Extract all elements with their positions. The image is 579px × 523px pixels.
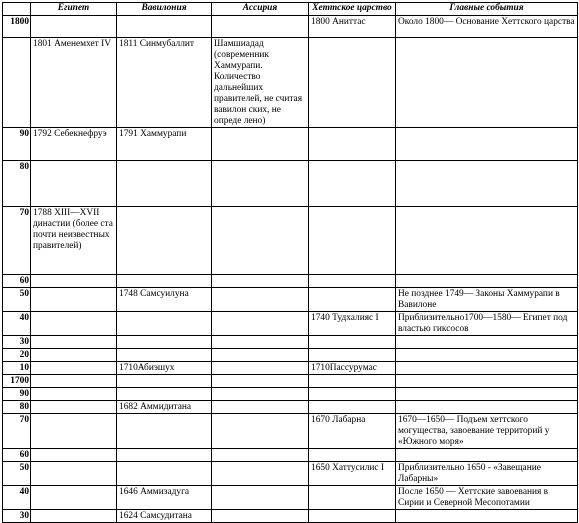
babylon-cell: 1682 Аммидитана	[117, 401, 212, 414]
assyria-cell	[212, 336, 309, 349]
hittite-cell: 1740 Тудхалияс I	[309, 312, 396, 336]
hittite-cell	[309, 486, 396, 510]
hittite-cell	[309, 38, 396, 128]
chronology-table	[2, 2, 578, 523]
hittite-cell	[309, 349, 396, 362]
babylon-cell: 1624 Самсудитана	[117, 510, 212, 523]
events-cell	[396, 401, 578, 414]
table-row	[3, 449, 578, 462]
table-row	[3, 510, 578, 523]
assyria-cell	[212, 486, 309, 510]
babylon-cell	[117, 388, 212, 401]
table-row	[3, 375, 578, 388]
table-row	[3, 462, 578, 486]
assyria-cell	[212, 375, 309, 388]
egypt-cell	[31, 362, 117, 375]
year-cell: 60	[3, 275, 31, 288]
year-cell: 40	[3, 486, 31, 510]
assyria-cell	[212, 510, 309, 523]
assyria-cell	[212, 312, 309, 336]
events-cell	[396, 161, 578, 207]
year-cell: 50	[3, 462, 31, 486]
assyria-cell	[212, 207, 309, 275]
hittite-cell	[309, 401, 396, 414]
table-row	[3, 16, 578, 38]
babylon-cell	[117, 375, 212, 388]
table-row	[3, 275, 578, 288]
babylon-cell	[117, 349, 212, 362]
events-cell: Не позднее 1749— Законы Хаммурапи в Вавилоне	[396, 288, 578, 312]
year-cell: 40	[3, 312, 31, 336]
table-row	[3, 161, 578, 207]
events-cell: Приблизительно 1650 - «Завещание Лабарны»	[396, 462, 578, 486]
table-row	[3, 336, 578, 349]
table-row	[3, 401, 578, 414]
hittite-cell: 1800 Аниттас	[309, 16, 396, 38]
babylon-cell: 1710Абиэшух	[117, 362, 212, 375]
events-cell	[396, 349, 578, 362]
assyria-cell	[212, 401, 309, 414]
babylon-cell	[117, 207, 212, 275]
assyria-cell	[212, 275, 309, 288]
egypt-cell	[31, 510, 117, 523]
year-cell: 1700	[3, 375, 31, 388]
egypt-cell: 1788 XIII—XVII династии (более ста почти неизвестных правителей)	[31, 207, 117, 275]
assyria-cell	[212, 161, 309, 207]
events-cell: 1670—1650— Подъем хеттского могущества, завоевание территорий у «Южного моря»	[396, 414, 578, 449]
events-cell	[396, 38, 578, 128]
egypt-cell: 1801 Аменемхет IV	[31, 38, 117, 128]
table-row	[3, 207, 578, 275]
hittite-cell	[309, 207, 396, 275]
events-cell: Около 1800— Основание Хеттского царства	[396, 16, 578, 38]
egypt-cell	[31, 312, 117, 336]
egypt-cell: 1792 Себекнефруэ	[31, 128, 117, 161]
babylon-cell	[117, 16, 212, 38]
assyria-cell	[212, 16, 309, 38]
header-year	[3, 3, 31, 16]
hittite-cell	[309, 336, 396, 349]
header-egypt: Египет	[31, 3, 117, 16]
assyria-cell	[212, 288, 309, 312]
year-cell: 30	[3, 510, 31, 523]
year-cell: 50	[3, 288, 31, 312]
assyria-cell	[212, 414, 309, 449]
year-cell: 80	[3, 161, 31, 207]
babylon-cell	[117, 161, 212, 207]
events-cell	[396, 336, 578, 349]
year-cell: 90	[3, 128, 31, 161]
egypt-cell	[31, 336, 117, 349]
year-cell: 70	[3, 207, 31, 275]
assyria-cell	[212, 349, 309, 362]
year-cell: 10	[3, 362, 31, 375]
babylon-cell: 1748 Самсуилуна	[117, 288, 212, 312]
events-cell	[396, 375, 578, 388]
year-cell	[3, 38, 31, 128]
babylon-cell: 1791 Хаммурапи	[117, 128, 212, 161]
babylon-cell	[117, 414, 212, 449]
babylon-cell	[117, 336, 212, 349]
table-row	[3, 38, 578, 128]
events-cell	[396, 362, 578, 375]
header-row	[3, 3, 578, 16]
egypt-cell	[31, 275, 117, 288]
hittite-cell: 1710Пассурумас	[309, 362, 396, 375]
events-cell	[396, 207, 578, 275]
egypt-cell	[31, 449, 117, 462]
header-babylon: Вавилония	[117, 3, 212, 16]
babylon-cell	[117, 449, 212, 462]
hittite-cell	[309, 275, 396, 288]
events-cell	[396, 449, 578, 462]
table-row	[3, 312, 578, 336]
egypt-cell	[31, 16, 117, 38]
table-row	[3, 128, 578, 161]
assyria-cell	[212, 388, 309, 401]
babylon-cell	[117, 462, 212, 486]
egypt-cell	[31, 462, 117, 486]
assyria-cell: Шамшиадад (современник Хаммурапи. Количество дальнейших правителей, не считая вавилон ских, не опреде лено)	[212, 38, 309, 128]
header-events: Главные события	[396, 3, 578, 16]
egypt-cell	[31, 401, 117, 414]
table-row	[3, 414, 578, 449]
assyria-cell	[212, 362, 309, 375]
hittite-cell	[309, 288, 396, 312]
egypt-cell	[31, 414, 117, 449]
assyria-cell	[212, 462, 309, 486]
hittite-cell	[309, 449, 396, 462]
hittite-cell	[309, 375, 396, 388]
year-cell: 30	[3, 336, 31, 349]
assyria-cell	[212, 449, 309, 462]
year-cell: 20	[3, 349, 31, 362]
babylon-cell: 1811 Синмубаллит	[117, 38, 212, 128]
babylon-cell: 1646 Аммизадуга	[117, 486, 212, 510]
events-cell	[396, 275, 578, 288]
year-cell: 90	[3, 388, 31, 401]
hittite-cell: 1650 Хаттусилис I	[309, 462, 396, 486]
hittite-cell	[309, 510, 396, 523]
egypt-cell	[31, 375, 117, 388]
table-row	[3, 388, 578, 401]
egypt-cell	[31, 349, 117, 362]
hittite-cell: 1670 Лабарна	[309, 414, 396, 449]
year-cell: 80	[3, 401, 31, 414]
events-cell	[396, 388, 578, 401]
events-cell	[396, 510, 578, 523]
table-row	[3, 486, 578, 510]
year-cell: 60	[3, 449, 31, 462]
header-assyria: Ассирия	[212, 3, 309, 16]
assyria-cell	[212, 128, 309, 161]
hittite-cell	[309, 388, 396, 401]
egypt-cell	[31, 388, 117, 401]
table-row	[3, 288, 578, 312]
babylon-cell	[117, 312, 212, 336]
header-hittite: Хеттское царство	[309, 3, 396, 16]
egypt-cell	[31, 486, 117, 510]
events-cell: После 1650 — Хеттские завоевания в Сирии и Северной Месопотамии	[396, 486, 578, 510]
egypt-cell	[31, 288, 117, 312]
hittite-cell	[309, 128, 396, 161]
year-cell: 1800	[3, 16, 31, 38]
events-cell	[396, 128, 578, 161]
events-cell: Приблизительно1700—1580— Египет под властью гиксосов	[396, 312, 578, 336]
table-row	[3, 362, 578, 375]
hittite-cell	[309, 161, 396, 207]
year-cell: 70	[3, 414, 31, 449]
egypt-cell	[31, 161, 117, 207]
table-row	[3, 349, 578, 362]
babylon-cell	[117, 275, 212, 288]
